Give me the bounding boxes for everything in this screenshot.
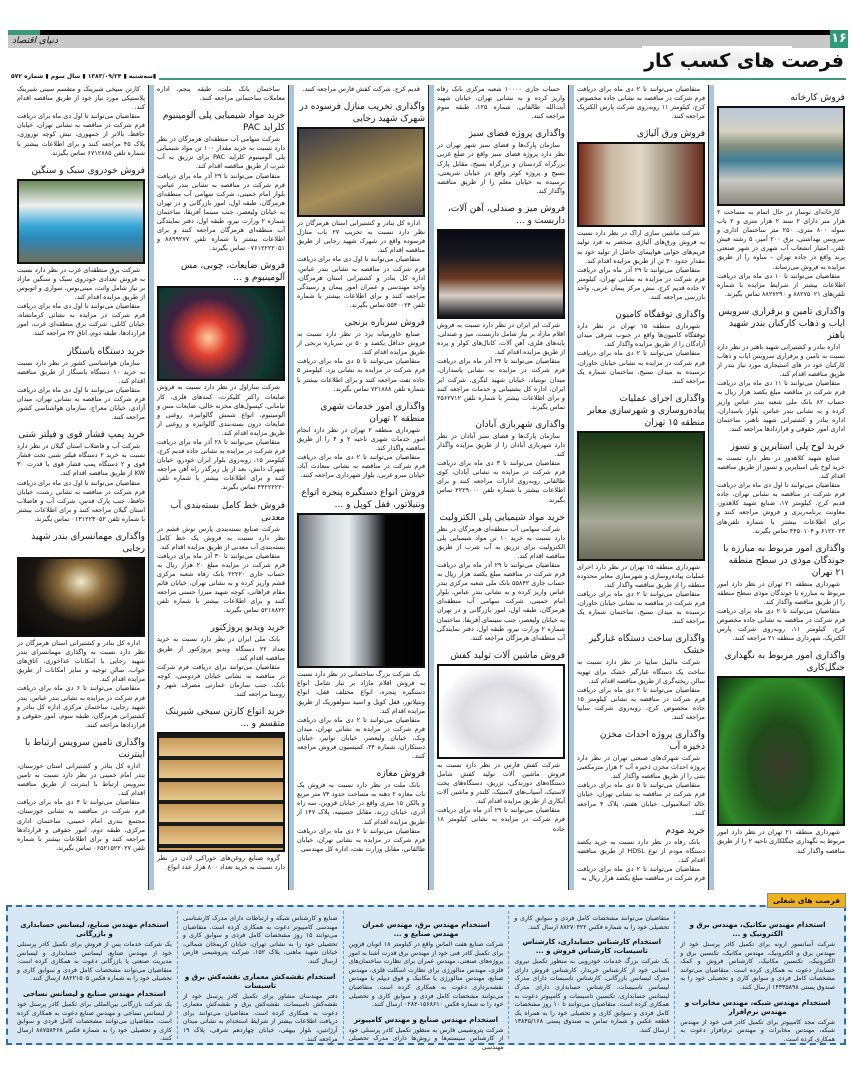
jobs-column bbox=[508, 911, 674, 1039]
ad-text: متقاضیان می‌توانند تا ۳۰ آذر ماه برای دریافت فرم شرکت در مزایده مبلغ ۲۰ هزار ریال به حساب جاری ۲۲۲۲۰ بانک رفاه شعبه مرکزی قشم واریز کرده و به نشانی تهران، خیابان قائم مقام فراهانی، کوچه شهید میرزا حسنی مراجعه کنند و برای اطلاعات بیشتر با شماره تلفن ۵۲۱۸۸۲۲ تماس بگیرند. bbox=[157, 551, 285, 615]
ad-text: متقاضیان می‌توانند تا ۲ دی ماه برای دریافت فرم شرکت در مزایده به نشانی تهران، خیابان طالقانی، مقابل وزارت نفت، اداره کل مهندسی bbox=[297, 826, 425, 853]
ad-title: فروش خط کامل بسته‌بندی آب معدنی bbox=[170, 500, 285, 523]
jobs-section bbox=[6, 905, 846, 1051]
ad-text: حساب جاری ۱۰۰۰۰ شعبه مرکزی بانک رفاه واریز کرده و به نشانی تهران، خیابان شهید آیت‌الله طالقانی، شماره ۱۲۵، طبقه سوم مراجعه کنند. bbox=[437, 85, 565, 121]
ad-item bbox=[577, 825, 705, 883]
ad-text: شهرداری منطقه ۲۱ تهران در نظر دارد امور مربوط به نگهداری جنگلکاری ناحیه ۲ را از طریق مناقصه واگذار کند. bbox=[717, 828, 845, 855]
ad-item bbox=[717, 306, 845, 434]
jobs-column bbox=[12, 911, 177, 1043]
ad-title: واگذاری توقفگاه کامیون bbox=[615, 310, 705, 321]
ad-text: متقاضیان می‌توانند تا ۱۱ دی ماه برای دریافت فرم شرکت در مناقصه مبلغ یکصد هزار ریال به حساب ۸۲ بانک ملی شعبه بندر عباس واریز کرده و به نشانی بندر عباس، بلوار پاسداران، اداره بنادر و کشتیرانی شهید باهنر، ساختمان اداری امور حقوقی و قراردادها مراجعه کنند. bbox=[717, 379, 845, 433]
photo-sidewalk bbox=[577, 431, 705, 561]
jobs-column bbox=[674, 911, 840, 1043]
ad-title: واگذاری اجرای عملیات پیاده‌روسازی و شهرسازی معابر منطقه ۱۵ تهران bbox=[587, 393, 705, 428]
ad-text: شرکت آب و فاضلاب استان گیلان در نظر دارد نسبت به خرید ۲ دستگاه فیلتر شنی تحت فشار قوی و ۲ دستگاه پمپ فشار قوی با قدرت ۳۰ KW از طریق مناقصه اقدام کند. bbox=[17, 442, 146, 478]
ad-text: متقاضیان می‌توانند تا ۲ دی ماه برای دریافت فرم شرکت در مناقصه به نشانی سعادت آباد، خیابان سرو غربی، بلوار شهرداری مراجعه کنند. bbox=[297, 452, 425, 480]
ad-item bbox=[577, 393, 705, 627]
ad-title: واگذاری ساخت دستگاه غبارگیر خشک bbox=[588, 634, 705, 657]
ad-text: ساختمان بانک ملت، طبقه پنجم، اداره معاملات ساختمانی مراجعه کنند. bbox=[157, 85, 285, 103]
ad-title: خرید پمپ فشار قوی و فیلتر شنی bbox=[18, 430, 145, 441]
ad-item bbox=[437, 650, 565, 834]
ad-title: خرید مواد شیمیایی پلی الکترولیت bbox=[439, 512, 565, 523]
ad-text: شرکت مالیبل سایپا در نظر دارد نسبت به ساخت یک دستگاه غبارگیر خشک برای تهویه سالن ریخته‌گری از طریق مناقصه اقدام کند. bbox=[577, 658, 705, 685]
jobs-column bbox=[343, 911, 509, 1051]
ad-item bbox=[297, 317, 425, 394]
ad-text: متقاضیان می‌توانند تا ۲ دی ماه برای دریافت فرم شرکت در مناقصه به نشانی کیلومتر ۱۵ جاده مخصوص کرج، روبه‌روی شرکت سایپا مراجعه کنند. bbox=[577, 685, 705, 721]
ad-text: متقاضیان می‌توانند تا اول دی ماه برای دریافت فرم شرکت در مزایده به نشانی کرمانشاه، خیابان کابلی، شرکت برق منطقه‌ای غرب، امور قراردادها، طبقه دوم، اتاق ۲۲ مراجعه کنند. bbox=[17, 302, 145, 338]
ad-title: خرید مودم bbox=[665, 825, 705, 836]
ad-item bbox=[157, 110, 285, 253]
ad-item bbox=[437, 203, 565, 412]
ad-title: خرید دستگاه باسنگار bbox=[67, 346, 145, 357]
ad-title: فروش ورق آلیاژی bbox=[636, 129, 705, 140]
ad-column bbox=[434, 85, 568, 890]
ad-text: اداره کل بنادر و کشتیرانی استان هرمزگان در نظر دارد نسبت به تخریب ۲۷ باب منازل فرسوده واقع در شهرک شهید رجایی از طریق مناقصه اقدام کند. bbox=[297, 219, 425, 255]
ad-text: شرکت شهرک‌های صنعتی تهران در نظر دارد پروژه احداث مخزن ذخیره آب ۲ هزار مترمکعبی بتنی را از طریق مناقصه واگذار کند. bbox=[577, 754, 705, 781]
ad-item bbox=[437, 85, 565, 121]
ad-text: متقاضیان می‌توانند تا ۲۹ آذر ماه برای دریافت فرم شرکت در مناقصه به نشانی بندر عباس، بلوار امام خمینی، شرکت سهامی آب منطقه‌ای هرمزگان، طبقه اول، امور بازرگانی و در تهران به خیابان ولیعصر، جنب سینما آفریقا، ساختمان شماره ۲ وزارت نیرو، طبقه اول، دفتر نمایندگی آب منطقه‌ای هرمزگان مراجعه کنند و برای اطلاعات بیشتر با شماره تلفن ۸۸۹۹۲۷۷ و ۰۷۶۱۲۲۲۲۰۵۱ تماس بگیرند. bbox=[157, 171, 285, 253]
photo-machine bbox=[577, 142, 705, 227]
page-title: فرصت های کسب کار bbox=[644, 50, 844, 72]
ad-title: خرید ویدیو پروژکتور bbox=[210, 623, 285, 634]
ad-text: شرکت ماشین سازی اراک در نظر دارد نسبت به فروش ورق‌های آلیاژی منحصر به فرد تولید فریم‌های خوابی هواپیمای حاصل از تولید خود به مقدار حدود ۳۰ تن از طریق مزایده اقدام کند. bbox=[577, 229, 705, 265]
ad-text: متقاضیان می‌توانند تا ۶ دی ماه برای دریافت فرم شرکت در مزایده به نشانی بندر عباس، بندر شهید رجایی، ساختمان مرکزی اداره کل بنادر و کشتیرانی هرمزگان، طبقه سوم، امور حقوقی و قراردادها مراجعه کنند. bbox=[17, 684, 145, 729]
ad-item bbox=[157, 500, 285, 616]
ad-text: متقاضیان می‌توانند تا ۲۸ آذر ماه برای دریافت فرم شرکت در مزایده به نشانی جاده قدیم کرج، کیلومتر ۱۵، روبه‌روی بلوار ایران خودرو، خیابان شهرک دانش، بعد از پل زیرگذر راه آهن مراجعه کنند و برای اطلاعات بیشتر با شماره تلفن ۴۴۲۲۲۲۲۰ تماس بگیرند. bbox=[157, 437, 285, 492]
job-text: شرکت آسانسور ارونه برای تکمیل کادر پرسنل خود از مهندس برق و الکترونیک، مهندس مکانیک، تکنسین برق و الکترونیک، تکنسین مکانیک، کارشناس فروش و کمک حسابدار دعوت به همکاری کرده است. متقاضیان می‌توانند مشخصات کامل فردی و سوابق کاری و تحصیلی خود را به صندوق پستی ۱۴۳۳۵۸۹۸ ارسال کنند. bbox=[680, 941, 835, 991]
ad-text: کارتن سیخی شیرینک و متقسم سینی شیرینک پلاستیکی مورد نیاز خود از طریق مناقصه اقدام کند. bbox=[17, 85, 145, 112]
photo-rubble bbox=[297, 127, 425, 217]
ad-text: قدیم کرج، شرکت کفش فارس مراجعه کنند. bbox=[302, 85, 420, 93]
ad-title: فروش کارخانه bbox=[790, 93, 845, 103]
ad-column bbox=[14, 85, 148, 890]
ad-text: صنایع خاورمیانه یزد در نظر دارد نسبت به فروش حداقل یکصد و ۵۰ تن سرباره برنجی از طریق مزایده اقدام کند. bbox=[297, 330, 425, 357]
ad-text: سازمان هواشناسی کشور در نظر دارد نسبت به خرید ۱۰ دستگاه باسنگار از طریق مناقصه اقدام کند. bbox=[17, 358, 145, 385]
ad-text: بانک ملت در نظر دارد نسبت به فروش یک باب مغازه ۲ دهنه به مساحت حدود ۷۴ متر مربع و بالکن ۱۵ متری واقع در خیابان قزوین، سه راه آذری، خیابان زرند، مقابل حسینیه، پلاک ۱۴۷ از طریق مزایده اقدام کند. bbox=[297, 781, 425, 826]
ad-item bbox=[157, 706, 285, 872]
ad-title: خرید مواد شیمیایی پلی آلومینیوم کلراید PAC bbox=[162, 111, 285, 134]
ad-item bbox=[297, 101, 425, 310]
photo-conference bbox=[437, 229, 565, 319]
ad-item bbox=[17, 85, 145, 158]
ad-text: متقاضیان می‌توانند تا اول دی ماه برای دریافت فرم شرکت در مناقصه به نشانی تهران، میدان آزادی، خیابان معراج، سازمان هواشناسی کشور مراجعه کنند. bbox=[17, 385, 145, 422]
job-title: استخدام مهندس صنایع و لیسانس نساجی bbox=[23, 989, 166, 998]
ad-text: اداره کل بنادر و کشتیرانی استان هرمزگان در نظر دارد نسبت به واگذاری مهمانسرای بندر شهید رجایی با امکانات غذاخوری، اتاق‌های خواب، سالن توجیه و سایر امکانات از طریق مزایده اقدام کند. bbox=[17, 639, 145, 684]
ad-text: اداره کل بنادر و کشتیرانی استان خوزستان، بندر امام خمینی در نظر دارد نسبت به تامین سرویس ارتباط با اینترنت از طریق مناقصه اقدام کند. bbox=[17, 761, 145, 798]
ad-text: متقاضیان می‌توانند تا ۲ دی ماه برای دریافت فرم شرکت در مناقصه به نشانی خیابان خاوران، نرسیده به میدان بسیج، ساختمان شماره یک مراجعه کنند. bbox=[577, 590, 705, 626]
ad-text: شرکت برق منطقه‌ای غرب در نظر دارد نسبت به فروش تعدادی خودروی سبک و سنگین مازاد بر نیاز شامل وانت، مینی‌بوس، سواری و اتوبوس از طریق مزایده اقدام کند. bbox=[17, 265, 145, 302]
ad-title: واگذاری تامین و برقراری سرویس ایاب و ذهاب کارکنان بندر شهید باهنر bbox=[718, 306, 845, 341]
photo-handle bbox=[297, 513, 425, 668]
ad-title: فروش انواع دستگیره پنجره انواع ونتیلاتور، قفل کوپل و ... bbox=[301, 488, 425, 511]
ad-text: متقاضیان می‌توانند تا ۲۹ آذر ماه برای دریافت فرم شرکت در مزایده به نشانی کیلومتر ۱۸ جاده bbox=[437, 806, 565, 833]
ad-text: شرکت صنایع بسته‌بندی پارس نوش قشم در نظر دارد نسبت به فروش یک خط کامل بسته‌بندی آب معدنی از طریق مزایده اقدام کند. bbox=[157, 524, 285, 551]
job-text: یک شرکت خدمات پس از فروش برای تکمیل کادر پرسنلی خود از مهندس صنایع، لیسانس حسابداری و لیسانس مدیریت صنعتی یا بازرگانی دعوت به همکاری کرده است. متقاضیان می‌توانند مشخصات کامل فردی و سوابق کاری و تحصیلی خود را به شماره فکس ۸۸۲۲۱۵۰۵ ارسال کنند. bbox=[17, 941, 172, 983]
job-text: دفتر مهندسان مشاور برای تکمیل کادر پرسنل خود از نقشه‌کش تاسیسات، نقشه‌کش برق و نقشه‌کش معماری دعوت به همکاری کرده است. متقاضیان می‌توانند برای دریافت اطلاعات بیشتر از شرایط استخدام به نشانی میدان آرژانتین، بلوار بیهقی، خیابان چهاردهم شرقی، پلاک ۱۹ مراجعه کنند. bbox=[182, 992, 338, 1043]
ad-column bbox=[154, 85, 288, 890]
ad-text: متقاضیان می‌توانند تا ۲ دی ماه برای دریافت فرم شرکت در مناقصه به نشانی جاده مخصوص کرج، کیلومتر ۱۱ روبه‌روی شرکت پارس الکتریک مراجعه کنند. bbox=[577, 85, 705, 121]
ad-text: شهرداری منطقه ۲ تهران در نظر دارد انجام امور خدمات شهری ناحیه ۲ و ۴ را از طریق مناقصه واگذار کند. bbox=[297, 425, 425, 452]
ad-item bbox=[17, 531, 145, 730]
job-text: شرکت مجد کامپیوتر برای تکمیل کادر فنی خود از مهندس شبکه، مهندس مخابرات و مهندس نرم‌افزار دعوت به همکاری کرده است. bbox=[680, 1018, 835, 1043]
job-title: استخدام کارشناس حسابداری، کارشناس تاسیسات، کارشناس فروش و ... bbox=[522, 938, 662, 956]
ad-text: متقاضیان می‌توانند تا اول دی ماه برای دریافت فرم شرکت در مناقصه به نشانی تهران، جاده قدیم کرج، کیلومتر ۱۷، صنایع شهید کلاهدوز، معاونت برنامه‌ریزی و فروش مراجعه کنند و برای اطلاعات بیشتر با شماره تلفن‌های ۶۱۲۲۰۲۳ و ۴۴۵۰۱۰۴ تماس بگیرند. bbox=[717, 481, 845, 535]
ad-column bbox=[294, 85, 428, 890]
ad-text: متقاضیان می‌توانند تا ۲ دی ماه برای دریافت فرم شرکت در مناقصه به نشانی جاده مخصوص کرج، کیلومتر ۱۱، روبه‌روی شرکت پارس الکتریک، شهرداری منطقه ۲۱ مراجعه کنند. bbox=[717, 607, 845, 643]
ad-item bbox=[577, 633, 705, 722]
ad-text: کارخانه‌ای نوساز در حال اتمام به مساحت ۲ هزار متر دارای ۲ سند ۲ هزار متری و ۲ باب سوله ۸۰۰ متری، ۲۵۰ متر ساختمان اداری و سرویس بهداشتی، برق ۲۰۰ آمپر، ۵ رشته فیش تلفن، امتیاز انشعاب آب شهری در شهر صنعتی پرند واقع در جاده تهران - ساوه را از طریق مزایده به فروش می‌رساند. bbox=[717, 208, 845, 271]
ad-item bbox=[297, 401, 425, 481]
ad-title: فروش خودروی سبک و سنگین bbox=[31, 165, 145, 176]
ad-text: اداره بنادر و کشتیرانی شهید باهنر در نظر دارد نسبت به تامین و برقراری سرویس ایاب و ذهاب کارکنان خود در های استیجاری مورد نیاز بندر از طریق مناقصه اقدام کند. bbox=[717, 342, 845, 379]
ad-item bbox=[717, 441, 845, 536]
job-title: استخدام مهندس صنایع و مهندس کامپیوتر bbox=[353, 1015, 499, 1024]
ad-text: متقاضیان می‌توانند برای دریافت فرم شرکت در مناقصه به نشانی خیابان فردوسی، کوچه بانک، جنب سازمان عمارتی مصرف شهر و روستا مراجعه کنند. bbox=[157, 662, 285, 699]
ad-item bbox=[437, 419, 565, 505]
job-text: متقاضیان می‌توانند مشخصات کامل فردی و سوابق کاری و تحصیلی خود را به شماره فکس ۸۸۲۷۰۴۲۲ ارسال کنند. bbox=[514, 915, 670, 931]
ad-text: سازمان پارک‌ها و فضای سبز شهر تهران در نظر دارد پروژه فضای سبز واقع در ضلع غربی بزرگراه کردستان و بزرگراه بسیج، مقابل پارک بسیج و پروژه کوثر واقع در خیابان شریعتی، نرسیده به خیابان معلم را از طریق مناقصه واگذار کند. bbox=[437, 141, 565, 195]
ad-item bbox=[577, 128, 705, 302]
ad-text: متقاضیان می‌توانند تا ۳ دی ماه برای دریافت فرم شرکت در مزایده به نشانی آبادان، کوی طالقانی روبه‌روی ادارات مراجعه کنند و برای اطلاعات بیشتر با شماره تلفن ۲۲۲۹۰۰۰ تماس بگیرند. bbox=[437, 459, 565, 504]
job-title: استخدام مهندس مکانیک، مهندس برق و الکترونیک و ... bbox=[689, 921, 826, 938]
ad-title: فروش ضایعات، چوبی، مس آلومینیوم و ... bbox=[181, 261, 285, 284]
ad-title: فروش سرباره برنجی bbox=[344, 318, 425, 329]
photo-shelves bbox=[157, 732, 285, 852]
ad-title: واگذاری شهربازی آبادان bbox=[475, 419, 565, 430]
newspaper-logo: دنیای اقتصاد bbox=[12, 36, 58, 46]
ad-text: متقاضیان می‌توانند تا اول دی ماه برای دریافت فرم شرکت در مناقصه به نشانی تهران، خیابان حافظ، بالاتر از جمهوری، نبش کوچه نوروزی، پلاک ۴۵ مراجعه کنند و برای اطلاعات بیشتر با شماره تلفن ۶۷۱۲۸۸۵ تماس بگیرند. bbox=[17, 112, 146, 157]
ad-text: متقاضیان می‌توانند تا ۱۰ دی ماه برای دریافت اطلاعات بیشتر از شرایط مزایده با شماره تلفن‌های ۸۸۲۷۵۰۲۱ و ۸۸۲۷۲۹۰ تماس بگیرند. bbox=[717, 271, 845, 298]
ad-column bbox=[714, 85, 848, 890]
ad-title: واگذاری تامین سرویس ارتباط با اینترنت bbox=[24, 737, 145, 760]
photo-bus bbox=[17, 179, 145, 264]
ad-text: شرکت ایر ایران در نظر دارد نسبت به فروش اقلام مازاد بر نیاز شامل داربست، میز و صندلی، پایه‌های فلزی، آهن آلات، کانال‌های کولر و پرده از طریق مزایده اقدام کند. bbox=[437, 320, 565, 357]
ad-text: صنایع شهید کلاهدوز در نظر دارد نسبت به خرید لوح پلی استایرین و نسوز از طریق مناقصه اقدام کند. bbox=[717, 453, 845, 481]
jobs-section-label: فرصت های شغلی bbox=[767, 893, 846, 908]
ad-item bbox=[437, 128, 565, 196]
dateline: ▮سه‌شنبه ▮ ۱۳۸۳/۰۹/۲۴ ▮ سال سوم ▮ شماره ۵۷۲ bbox=[8, 73, 159, 80]
photo-furnace bbox=[157, 286, 285, 381]
ad-item bbox=[437, 512, 565, 643]
ad-title: واگذاری امور خدمات شهری منطقه ۲ تهران bbox=[320, 401, 425, 424]
job-title: استخدام مهندس صنایع، لیسانس حسابداری و بازرگانی bbox=[20, 921, 169, 938]
job-title: استخدام مهندس برق، مهندس عمران مهندس صنایع و ... bbox=[362, 921, 490, 938]
ad-item bbox=[717, 92, 845, 299]
photo-forest bbox=[717, 676, 845, 826]
ad-text: بانک ملی ایران در نظر دارد نسبت به خرید تعداد ۲۲ دستگاه ویدیو پروژکتور از طریق مناقصه اقدام کند. bbox=[157, 635, 286, 662]
ad-text: سازمان پارک‌ها و فضای سبز آبادان در نظر دارد شهربازی آبادان را از طریق مزایده واگذار کند. bbox=[437, 431, 565, 459]
ad-title: خرید لوح پلی استایرین و نسوز bbox=[730, 441, 845, 452]
jobs-column bbox=[177, 911, 343, 1043]
ad-text: متقاضیان می‌توانند تا ۲ دی ماه برای دریافت فرم شرکت در مناقصه مبلغ یکصد هزار ریال به bbox=[577, 865, 705, 883]
ad-text: شرکت سهامی آب منطقه‌ای هرمزگان در نظر دارد نسبت به خرید ۱۰ تن مواد شیمیایی پلی الکترولیت برای تزریق به آب شرب از طریق مناقصه اقدام کند. bbox=[437, 524, 565, 560]
ad-text: گروه صنایع روغن‌های خوراکی لادن در نظر دارد نسبت به خرید تعداد ۸۰۰ هزار عدد انواع bbox=[157, 854, 285, 872]
ad-item bbox=[577, 85, 705, 121]
job-text: یک شرکت بزرگ خدمات خودرویی به منظور تکمیل نیروی انسانی خود از کارشناس خریدار، کارشناس فروش دارای مدرک لیسانس بازرگانی، کارشناس تاسیسات دارای مدرک لیسانس تاسیسات، کارشناس حسابداری دارای مدرک لیسانس حسابداری، تکنسین تاسیسات و کامپیوتر دعوت به همکاری کرده است. متقاضیان می‌توانند تا ۱۰ روز مشخصات کامل فردی و سوابق کاری و تحصیلی خود را به همراه یک قطعه عکس و شماره تماس به صندوق پستی ۱۳۸۴۵/۱۶۸ ارسال کنند. bbox=[514, 958, 670, 1034]
ad-item bbox=[157, 260, 285, 492]
photo-hall bbox=[17, 557, 145, 637]
ad-item bbox=[717, 650, 845, 855]
ad-item bbox=[297, 768, 425, 854]
ad-item bbox=[577, 729, 705, 818]
ad-item bbox=[297, 85, 425, 94]
ad-title: فروش میز و صندلی، آهن آلات، داربست و ... bbox=[447, 203, 565, 226]
ad-text: متقاضیان می‌توانند تا ۲۴ آذر ماه برای دریافت فرم شرکت در مزایده به نشانی پاسداران، میدان نوبنیاد، خیابان شهید لنگری، شرکت ایر ایران، اداره کل پشتیبانی و خدمات مراجعه کنند و برای اطلاعات بیشتر با شماره تلفن ۲۵۶۲۷۱۲ تماس بگیرند. bbox=[437, 357, 565, 411]
job-text: شرکت صنایع هفت الماس واقع در کیلومتر ۱۸ اتوبان قزوین برای تکمیل کادر فنی خود از مهندس برق قدرت آشنا به امور پروژه‌های صنعتی، مهندس عمران برای نظارت ساختمان‌های فلزی، مهندس متالورژی برای نظارت اسکلت فلزی، مهندس صنایع، مهندس متالورژی یا مکانیک و فوق دیپلم یا مهندس نقشه‌برداری دعوت به همکاری کرده است. متقاضیان می‌توانند مشخصات کامل فردی و سوابق کاری و تحصیلی خود را به شماره فکس ۱۵۶۸۶۱۰-۰۲۸۲ ارسال کنند. bbox=[348, 941, 504, 1009]
ad-item bbox=[17, 346, 145, 423]
job-text: یک شرکت بازرگانی بین‌المللی برای تکمیل کادر پرسنل خود از لیسانس نساجی و مهندس صنایع دعوت به همکاری کرده است. متقاضیان می‌توانند مشخصات کامل فردی و سوابق کاری و تحصیلی خود را به شماره فکس ۸۸۷۵۸۴۶۸ ارسال کنند. bbox=[17, 1000, 172, 1043]
ad-text: شهرداری منطقه ۲۱ تهران در نظر دارد امور مربوط به مبارزه با جوندگان موذی سطح منطقه را از طریق مناقصه واگذار کند. bbox=[717, 579, 845, 606]
photo-shoe bbox=[437, 664, 565, 759]
ad-title: واگذاری امور مربوط به نگهداری جنگل‌کاری bbox=[724, 651, 845, 674]
ad-item bbox=[17, 737, 145, 853]
ad-text: یک شرکت بزرگ ساختمانی در نظر دارد نسبت به فروش اقلام مازاد بر نیاز شامل انواع دستگیره پنجره، انواع مختلف قفل، انواع ونتیلاتور، قفل کوپل و اسید سولفوریک از طریق مزایده اقدام کند. bbox=[297, 670, 425, 715]
ad-item bbox=[157, 622, 285, 699]
ad-title: فروش مغازه bbox=[376, 769, 425, 780]
ad-title: واگذاری تخریب منازل فرسوده در شهرک شهید رجایی bbox=[299, 102, 425, 125]
ad-title: واگذاری پروژه فضای سبز bbox=[468, 129, 565, 140]
ad-title: فروش ماشین آلات تولید کفش bbox=[450, 650, 565, 661]
ad-item bbox=[717, 543, 845, 644]
ad-title: واگذاری پروژه احداث مخزن ذخیره آب bbox=[599, 730, 705, 753]
ad-text: متقاضیان می‌توانند تا ۵ دی ماه برای دریافت فرم شرکت در مناقصه به نشانی تهران، خیابان خالد اسلامبولی، خیابان هفتم، پلاک ۴ مراجعه کنند. bbox=[577, 781, 705, 817]
ad-text: شرکت ساراول در نظر دارد نسبت به فروش ضایعات راکتر کلیکرت، کمدهای فلزی، کار تیامانی، کپسول‌های مخزنه خالی، ضایعات مس و آلومینیوم، انواع شمش گالوانیزه، روغنی و ضایعات درون بسته‌بندی گالوانیزه و روغنی از طریق مزایده اقدام کند. bbox=[157, 383, 285, 437]
ad-item bbox=[297, 487, 425, 761]
ad-item bbox=[17, 165, 145, 339]
ad-text: شرکت سهامی آب منطقه‌ای هرمزگان در نظر دارد نسبت به خرید مقدار ۱۰۰ تن مواد شیمیایی پلی آلومینیوم کلراید PAC برای تزریق به آب شرب از طریق مناقصه اقدام کند. bbox=[157, 135, 285, 171]
ads-columns bbox=[4, 85, 848, 890]
ad-text: متقاضیان می‌توانند تا ۴ دی ماه برای دریافت فرم شرکت در مناقصه به نشانی خوزستان، مجتمع بندری امام خمینی، ساختمان اداری مرکزی، طبقه دوم، امور حقوقی و قراردادها مراجعه کنند و برای اطلاعات بیشتر با شماره تلفن ۰۶۵۲۱۵۲۲۰۲۷ تماس بگیرند. bbox=[17, 798, 145, 852]
job-text: شرکت پتروشیمی فارس به منظور تکمیل کادر پرسنلی خود از کارشناس سیستم‌ها و روش‌ها دارای مدرک تحصیلی مهندسی bbox=[348, 1026, 504, 1051]
ad-text: متقاضیان می‌توانند تا ۲۹ آذر ماه برای دریافت فرم شرکت در مزایده به نشانی تهران، کیلومتر ۷ جاده قدیم کرج، نبش مرکز پیمان عربی، واحد بازرسی مراجعه کنند. bbox=[577, 265, 705, 302]
ad-text: متقاضیان می‌توانند تا ۲ دی ماه برای دریافت فرم شرکت در مزایده به نشانی تهران، میدان ونک، خیابان ولیعصر، خیابان توانیر، خیابان دستکاران، شماره ۲۴، کمیسیون فروش مراجعه کنند. bbox=[297, 715, 425, 761]
ad-title: واگذاری مهمانسرای بندر شهید رجایی bbox=[31, 532, 145, 554]
ad-text: بانک رفاه در نظر دارد نسبت به خرید یکصد دستگاه مودم از نوع HDSL از طریق مناقصه اقدام کند. bbox=[577, 837, 705, 864]
ad-text: متقاضیان می‌توانند تا ۲ دی ماه برای دریافت فرم شرکت در مزایده به نشانی خیابان خاوران، نرسیده به میدان بسیج، ساختمان شماره یک مراجعه کنند. bbox=[577, 349, 705, 385]
job-title: استخدام مهندس شبکه، مهندس مخابرات و مهندس نرم‌افزار bbox=[684, 998, 831, 1016]
ad-title: واگذاری امور مربوط به مبارزه با جوندگان موذی در سطح منطقه ۲۱ تهران bbox=[723, 543, 845, 578]
job-title: استخدام نقشه‌کش معماری نقشه‌کش برق و تاسیسات bbox=[184, 972, 336, 990]
ad-text: شهرداری منطقه ۱۵ تهران در نظر دارد توقفگاه کامیون‌ها واقع در جنوب شرقی میدان آزادگان را از طریق مزایده واگذار کند. bbox=[577, 322, 705, 349]
ad-text: متقاضیان می‌توانند تا ۵ دی ماه برای دریافت فرم شرکت در مزایده به نشانی یزد، کیلومتر ۵ جاده تفت مراجعه کنند و برای اطلاعات بیشتر با شماره تلفن ۷۲۱۸۸۸ تماس بگیرند. bbox=[297, 357, 425, 393]
ad-text: متقاضیان می‌توانند تا اول دی ماه برای دریافت فرم شرکت در مناقصه به نشانی بندر عباس، اداره کل بنادر و کشتیرانی استان هرمزگان، واحد مهندسی و عمران امور پیمان و رسیدگی مراجعه کنند و برای اطلاعات بیشتر با شماره تلفن ۵۵۴۰۰۲۴ تماس بگیرند. bbox=[297, 255, 425, 309]
ad-item bbox=[17, 429, 145, 524]
ad-text: شهرداری منطقه ۱۵ تهران در نظر دارد اجرای عملیات پیاده‌روسازی و شهرسازی معابر محدوده منطقه را از طریق مناقصه واگذار کند. bbox=[577, 562, 705, 589]
ad-item bbox=[577, 309, 705, 386]
ad-text: متقاضیان می‌توانند تا اول دی ماه برای دریافت فرم شرکت در مناقصه به نشانی رشت، خیابان حافظ، جنب پارک قدس، شرکت آب و فاضلاب استان گیلان مراجعه کنند و برای اطلاعات بیشتر با شماره تلفن ۰۱۳۱۲۲۴۰۵۲ تماس بگیرند. bbox=[17, 478, 145, 523]
ad-text: شرکت کفش فارس در نظر دارد نسبت به فروش ماشین آلات تولید کفش شامل دستگاه‌های دوزندگی، تزریق، دستگاه‌های پخت لاستیک، آسیاب‌های لاستیک، کلندر و ماشین آلات آبکاری از طریق مزایده اقدام کند. bbox=[437, 760, 565, 806]
ad-item bbox=[157, 85, 285, 103]
ad-column bbox=[574, 85, 708, 890]
job-text: صنایع و کارشناس شبکه و ارتباطات دارای مدرک کارشناسی مهندسی کامپیوتر دعوت به همکاری کرده است. متقاضیان می‌توانند ۱۵ روز مشخصات کامل فردی و سوابق کاری و تحصیلی خود را به نشانی تهران، خیابان کریمخان شمالی، خیابان شهید ماهنی، پلاک ۱۵۲، شرکت پتروشیمی فارس ارسال کنند. bbox=[182, 915, 338, 965]
ad-title: خرید انواع کارتن سیخی شیرینک متقسم و ... bbox=[165, 707, 285, 730]
photo-factory bbox=[717, 106, 845, 206]
page-number: ۱۶ bbox=[831, 31, 847, 46]
ad-text: متقاضیان می‌توانند تا ۲۹ آذر ماه برای دریافت فرم شرکت در مناقصه مبلغ یکصد هزار ریال به حساب جاری ۵۵۸۴۲ بانک ملی شعبه مرکزی بندر عباس واریز کرده و به نشانی بندر عباس، بلوار امام خمینی، شرکت سهامی آب منطقه‌ای هرمزگان، طبقه اول، امور بازرگانی و در تهران به خیابان ولیعصر، جنب سینمای آفریقا، ساختمان شماره ۲ وزارت نیرو، طبقه اول، دفتر نمایندگی آب منطقه‌ای هرمزگان مراجعه کنند. bbox=[437, 561, 565, 642]
